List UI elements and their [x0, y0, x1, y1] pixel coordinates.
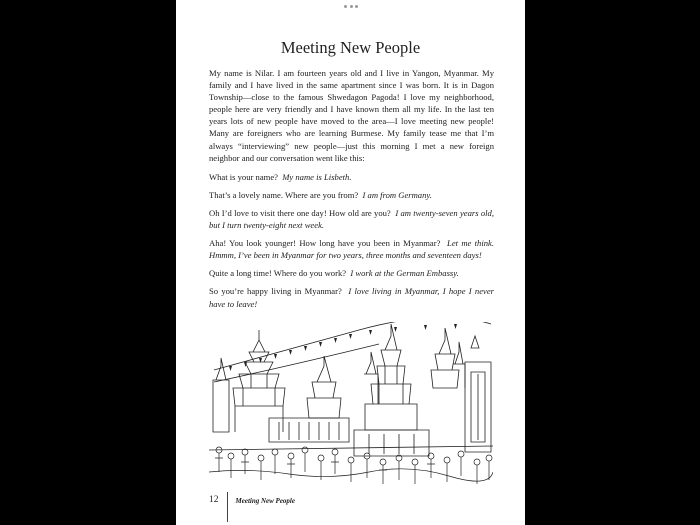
page-title: Meeting New People — [280, 38, 421, 57]
answer: Let me think. Hmmm, I’ve been in Myanmar for two years, three months and seventeen days! — [209, 238, 494, 261]
running-head: Meeting New People — [235, 497, 295, 505]
answer: I am twenty-seven years old, but I turn twenty-eight next week. — [209, 207, 494, 231]
dialogue-line — [209, 267, 494, 279]
question: Quite a long time! Where do you work? — [209, 268, 347, 279]
dialogue-line — [209, 285, 494, 309]
page-footer — [209, 492, 295, 522]
page-body — [209, 67, 494, 316]
question: Oh I’d love to visit there one day! How old are you? — [209, 207, 391, 218]
more-options-button[interactable] — [344, 4, 358, 8]
question: What is your name? — [209, 171, 278, 182]
book-page — [176, 0, 525, 525]
dialogue-line — [209, 189, 494, 201]
dialogue-line — [209, 237, 494, 261]
question: So you’re happy living in Myanmar? — [209, 286, 342, 297]
answer: My name is Lisbeth. — [282, 171, 352, 182]
intro-paragraph: My name is Nilar. I am fourteen years old and I live in Yangon, Myanmar. My family and I have lived in the same apartment since I was born. It is in Dagon Township—close to the famous Shwedagon Pagoda! I love my neighborhood, people here are very friendly and I have known them all my life. In the last ten years lots of new people have moved to the area—I love meeting new people! Many are foreigners who are learning Burmese. My family tease me that I’m always “interviewing” new people—just this morning I met a new foreign neighbor and our conversation went like this: — [209, 68, 494, 163]
dot-icon — [350, 5, 353, 8]
dot-icon — [355, 5, 358, 8]
answer: I work at the German Embassy. — [350, 268, 459, 279]
question: That’s a lovely name. Where are you from? — [209, 189, 359, 200]
footer-divider — [227, 492, 228, 522]
question: Aha! You look younger! How long have you been in Myanmar? — [209, 238, 441, 249]
dialogue-line — [209, 207, 494, 231]
answer: I love living in Myanmar, I hope I never have to leave! — [209, 286, 494, 309]
dialogue-line — [209, 171, 494, 183]
dot-icon — [344, 5, 347, 8]
pagoda-sketch-icon — [209, 322, 493, 484]
page-number: 12 — [209, 495, 219, 505]
answer: I am from Germany. — [362, 189, 432, 200]
